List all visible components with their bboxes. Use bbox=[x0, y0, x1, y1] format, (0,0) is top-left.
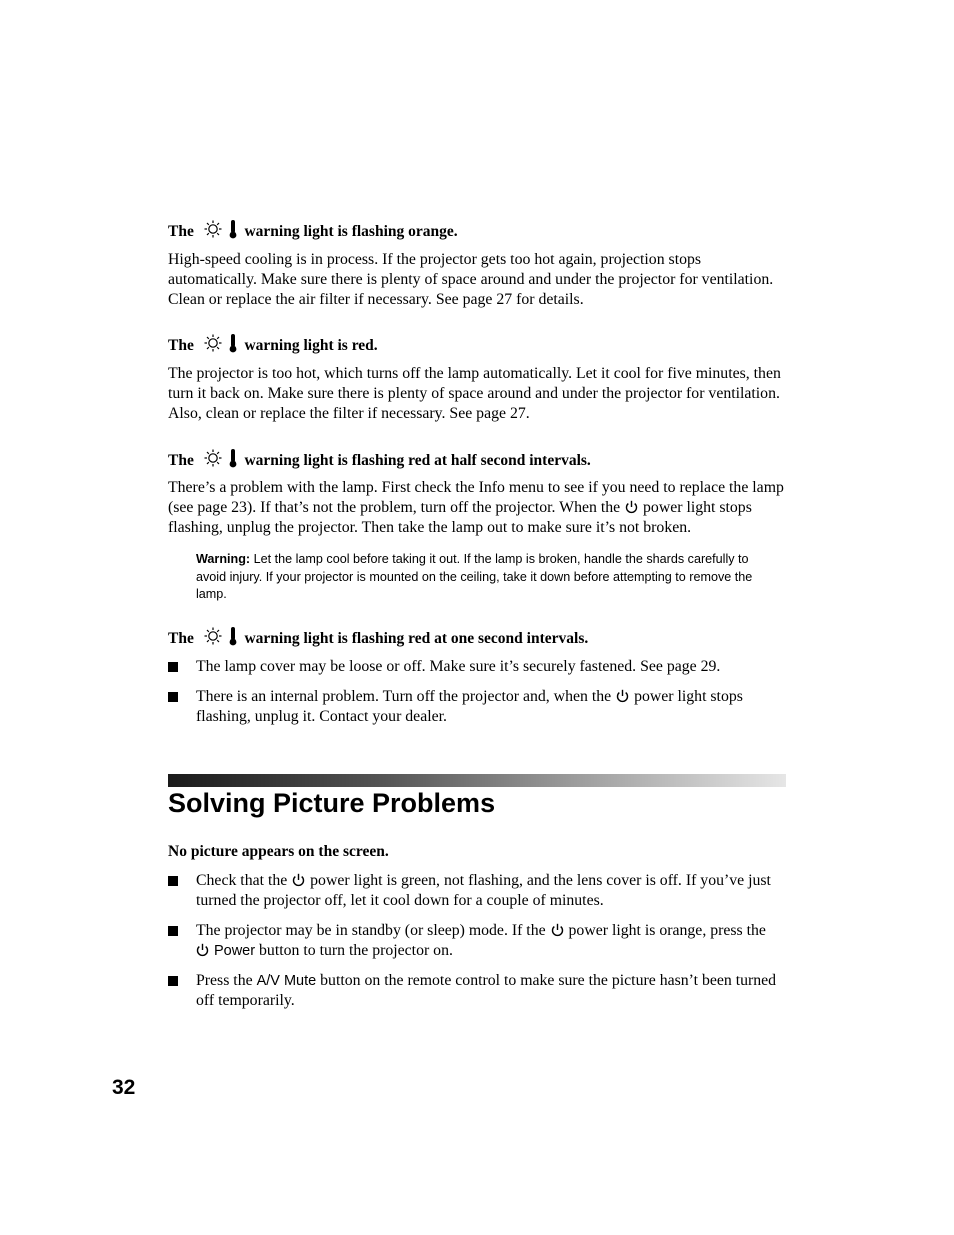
lamp-icon bbox=[202, 333, 224, 353]
warning-label: Warning: bbox=[196, 552, 251, 566]
power-icon bbox=[292, 873, 305, 887]
power-icon bbox=[196, 943, 209, 957]
list-item: The lamp cover may be loose or off. Make sure it’s securely fastened. See page 29. bbox=[168, 657, 788, 677]
thermometer-icon bbox=[228, 448, 238, 468]
thermometer-icon bbox=[228, 333, 238, 353]
thermometer-icon bbox=[228, 626, 238, 646]
bullet-square bbox=[168, 926, 178, 936]
warning-note bbox=[196, 551, 766, 604]
lamp-icon bbox=[202, 219, 224, 239]
subheading-no-picture: No picture appears on the screen. bbox=[168, 843, 389, 860]
av-mute-button-label: A/V Mute bbox=[256, 973, 317, 989]
heading-half-second: The warning light is flashing red at half second intervals. bbox=[168, 448, 591, 471]
paragraph-red: The projector is too hot, which turns off the lamp automatically. Let it cool for five minutes, then turn it back on. Make sure there is plenty of space around and under the projector for ventilation. Also, clean or replace the filter if necessary. See page 27. bbox=[168, 365, 781, 423]
bullet-square bbox=[168, 876, 178, 886]
page-number: 32 bbox=[112, 1076, 136, 1099]
list-item: There is an internal problem. Turn off the projector and, when the power light stops flashing, unplug it. Contact your dealer. bbox=[168, 687, 788, 727]
list-item: Press the A/V Mute button on the remote control to make sure the picture hasn’t been turned off temporarily. bbox=[168, 971, 788, 1011]
section-title: Solving Picture Problems bbox=[168, 788, 496, 818]
thermometer-icon bbox=[228, 219, 238, 239]
list-item: The projector may be in standby (or sleep) mode. If the power light is orange, press the Power button to turn the projector on. bbox=[168, 921, 788, 961]
heading-one-second: The warning light is flashing red at one second intervals. bbox=[168, 626, 588, 649]
bullet-square bbox=[168, 662, 178, 672]
warning-text: Let the lamp cool before taking it out. If the lamp is broken, handle the shards carefully to avoid injury. If your projector is mounted on the ceiling, take it down before attempting to remove the lamp. bbox=[196, 552, 753, 601]
bullet-square bbox=[168, 976, 178, 986]
power-icon bbox=[551, 923, 564, 937]
lamp-icon bbox=[202, 448, 224, 468]
heading-flashing-orange: The warning light is flashing orange. bbox=[168, 219, 458, 242]
heading-red: The warning light is red. bbox=[168, 333, 378, 356]
bullet-square bbox=[168, 692, 178, 702]
lamp-icon bbox=[202, 626, 224, 646]
power-icon bbox=[616, 689, 629, 703]
paragraph-half-second: There’s a problem with the lamp. First check the Info menu to see if you need to replace the lamp (see page 23). If that’s not the problem, turn off the projector. When the power light stops flashing, unplug the projector. Then take the lamp out to make sure it’s not broken. bbox=[168, 479, 784, 537]
list-item: Check that the power light is green, not flashing, and the lens cover is off. If you’ve just turned the projector off, let it cool down for a couple of minutes. bbox=[168, 871, 788, 911]
paragraph-flashing-orange: High-speed cooling is in process. If the projector gets too hot again, projection stops automatically. Make sure there is plenty of space around and under the projector for ventilation. Clean or replace the air filter if necessary. See page 27 for details. bbox=[168, 251, 774, 309]
power-button-label: Power bbox=[213, 943, 256, 960]
power-icon bbox=[625, 500, 638, 514]
